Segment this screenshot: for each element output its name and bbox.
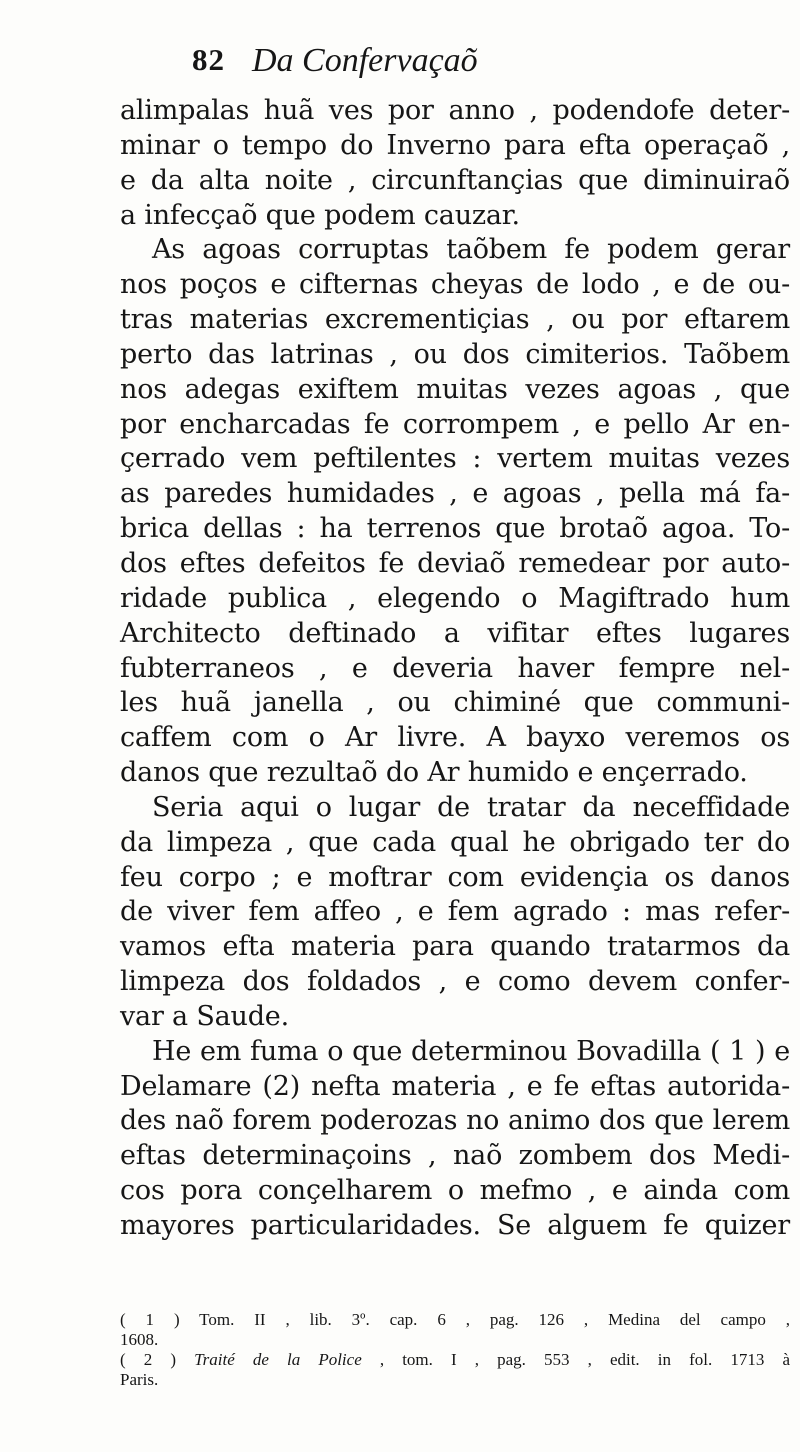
text-line: minar o tempo do Inverno para efta operaçaõ , — [120, 129, 790, 161]
text-line: He em fuma o que determinou Bovadilla ( 1 ) e — [152, 1035, 790, 1067]
text-line: caffem com o Ar livre. A bayxo veremos os — [120, 722, 790, 754]
footnotes — [120, 1310, 790, 1390]
page-header — [192, 42, 712, 92]
text-line: fubterraneos , e deveria haver fempre nel- — [120, 652, 790, 684]
text-line: por encharcadas fe corrompem , e pello Ar en- — [120, 408, 790, 440]
text-line: mayores particularidades. Se alguem fe quizer — [120, 1210, 790, 1241]
text-line: da limpeza , que cada qual he obrigado ter do — [120, 826, 790, 858]
text-line: a infecçaõ que podem cauzar. — [120, 199, 520, 231]
text-line: var a Saude. — [120, 1000, 289, 1032]
text-line: brica dellas : ha terrenos que brotaõ agoa. To- — [120, 513, 790, 545]
text-line: ridade publica , elegendo o Magiftrado hum — [120, 582, 790, 614]
text-line: tras materias excrementiçias , ou por eftarem — [120, 304, 790, 336]
text-line: feu corpo ; e moftrar com evidençia os danos — [120, 861, 790, 893]
text-line: çerrado vem peftilentes : vertem muitas vezes — [120, 443, 790, 475]
footnote-1-line-1: ( 1 ) Tom. II , lib. 3º. cap. 6 , pag. 126 , Medina del campo , — [120, 1310, 790, 1329]
text-line: dos eftes defeitos fe deviaõ remedear por auto- — [120, 547, 790, 579]
text-line: Delamare (2) nefta materia , e fe eftas autorida- — [120, 1070, 790, 1102]
text-line: des naõ forem poderozas no animo dos que lerem — [120, 1105, 790, 1137]
text-line: Seria aqui o lugar de tratar da neceffidade — [152, 791, 790, 823]
text-line: perto das latrinas , ou dos cimiterios. Taõbem — [120, 338, 790, 370]
text-line: nos poços e cifternas cheyas de lodo , e de ou- — [120, 269, 790, 301]
footnote-2-title: Traité de la Police — [194, 1350, 362, 1369]
text-line: as paredes humidades , e agoas , pella má fa- — [120, 478, 790, 510]
text-line: vamos efta materia para quando tratarmos da — [120, 931, 790, 963]
footnote-2-line-2: Paris. — [120, 1370, 159, 1389]
text-line: de viver fem affeo , e fem agrado : mas refer- — [120, 896, 790, 928]
footnote-1-line-2: 1608. — [120, 1330, 159, 1349]
text-line: nos adegas exiftem muitas vezes agoas , que — [120, 373, 790, 405]
text-line: alimpalas huã ves por anno , podendofe deter- — [120, 95, 790, 126]
text-line: limpeza dos foldados , e como devem confer- — [120, 966, 790, 998]
footnote-2-prefix: ( 2 ) — [120, 1350, 195, 1369]
footnote-2-line-1 — [120, 1350, 790, 1370]
text-line: cos pora conçelharem o mefmo , e ainda com — [120, 1175, 790, 1207]
text-line: eftas determinaçoins , naõ zombem dos Medi- — [120, 1140, 790, 1172]
text-line: e da alta noite , circunftançias que diminuiraõ — [120, 164, 790, 196]
text-line: As agoas corruptas taõbem fe podem gerar — [152, 234, 790, 266]
running-head: Da Confervaçaõ — [252, 42, 478, 79]
text-line: les huã janella , ou chiminé que communi- — [120, 687, 790, 719]
text-line: Architecto deftinado a vifitar eftes lugares — [120, 617, 790, 649]
body-text — [120, 94, 790, 1244]
footnote-2-rest: , tom. I , pag. 553 , edit. in fol. 1713 à — [361, 1350, 790, 1369]
text-line: danos que rezultaõ do Ar humido e ençerrado. — [120, 757, 748, 789]
page-number: 82 — [192, 42, 225, 77]
